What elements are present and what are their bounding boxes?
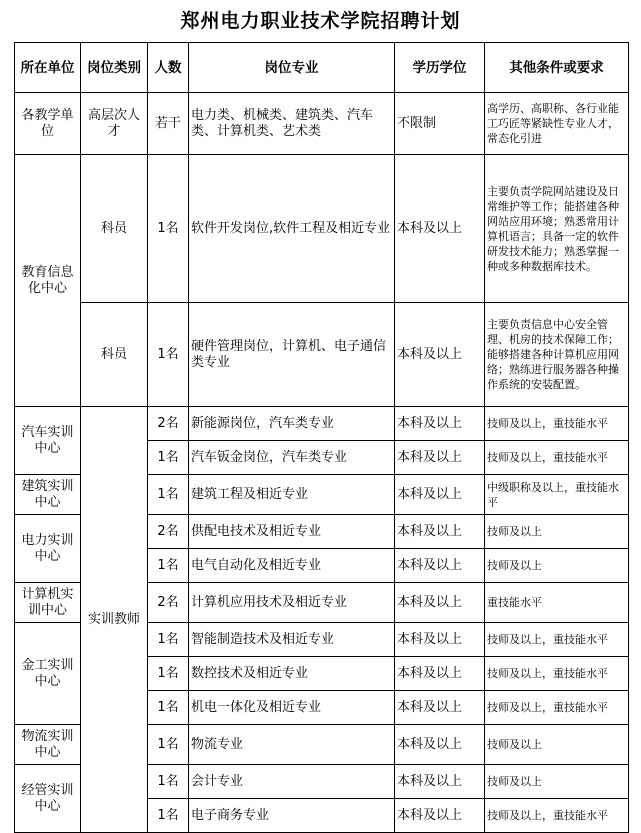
- cell-unit: 各教学单位: [15, 93, 81, 155]
- cell-category: 科员: [81, 303, 148, 407]
- cell-other: 技师及以上，重技能水平: [485, 407, 629, 441]
- cell-category: 科员: [81, 155, 148, 303]
- cell-other: 技师及以上: [485, 765, 629, 799]
- cell-other: 主要负责信息中心安全管理、机房的技术保障工作；能够搭建各种计算机应用网络；熟练进行服务器各种操作系统的安装配置。: [485, 303, 629, 407]
- cell-degree: 本科及以上: [395, 549, 485, 583]
- cell-unit: 经管实训中心: [15, 765, 81, 833]
- recruitment-table: [14, 42, 629, 833]
- cell-major: 电气自动化及相近专业: [189, 549, 395, 583]
- cell-major: 供配电技术及相近专业: [189, 515, 395, 549]
- cell-degree: 本科及以上: [395, 515, 485, 549]
- cell-other: 技师及以上: [485, 515, 629, 549]
- table-row: [15, 93, 629, 155]
- cell-unit: 计算机实训中心: [15, 583, 81, 623]
- cell-unit: 物流实训中心: [15, 725, 81, 765]
- cell-count: 1名: [148, 303, 189, 407]
- cell-major: 电力类、机械类、建筑类、汽车类、计算机类、艺术类: [189, 93, 395, 155]
- cell-major: 汽车钣金岗位，汽车类专业: [189, 441, 395, 475]
- table-row: [15, 303, 629, 407]
- cell-major: 智能制造技术及相近专业: [189, 623, 395, 657]
- cell-count: 1名: [148, 765, 189, 799]
- cell-degree: 本科及以上: [395, 407, 485, 441]
- cell-count: 1名: [148, 657, 189, 691]
- cell-count: 2名: [148, 583, 189, 623]
- cell-other: 技师及以上，重技能水平: [485, 691, 629, 725]
- cell-degree: 本科及以上: [395, 657, 485, 691]
- header-unit: 所在单位: [15, 43, 81, 93]
- cell-other: 技师及以上，重技能水平: [485, 799, 629, 833]
- cell-count: 1名: [148, 155, 189, 303]
- cell-other: 技师及以上: [485, 549, 629, 583]
- cell-category: 实训教师: [81, 407, 148, 833]
- cell-other: 高学历、高职称、各行业能工巧匠等紧缺性专业人才，常态化引进: [485, 93, 629, 155]
- cell-degree: 本科及以上: [395, 475, 485, 515]
- cell-major: 软件开发岗位,软件工程及相近专业: [189, 155, 395, 303]
- cell-other: 技师及以上，重技能水平: [485, 441, 629, 475]
- cell-other: 中级职称及以上，重技能水平: [485, 475, 629, 515]
- cell-major: 物流专业: [189, 725, 395, 765]
- cell-count: 2名: [148, 515, 189, 549]
- cell-degree: 本科及以上: [395, 725, 485, 765]
- cell-major: 数控技术及相近专业: [189, 657, 395, 691]
- cell-other: 技师及以上，重技能水平: [485, 623, 629, 657]
- cell-major: 会计专业: [189, 765, 395, 799]
- cell-major: 新能源岗位，汽车类专业: [189, 407, 395, 441]
- cell-degree: 本科及以上: [395, 799, 485, 833]
- cell-unit: 金工实训中心: [15, 623, 81, 725]
- cell-degree: 本科及以上: [395, 441, 485, 475]
- cell-unit: 电力实训中心: [15, 515, 81, 583]
- cell-other: 技师及以上: [485, 725, 629, 765]
- cell-count: 若干: [148, 93, 189, 155]
- cell-major: 电子商务专业: [189, 799, 395, 833]
- cell-degree: 本科及以上: [395, 583, 485, 623]
- table-row: [15, 407, 629, 441]
- header-category: 岗位类别: [81, 43, 148, 93]
- header-count: 人数: [148, 43, 189, 93]
- header-degree: 学历学位: [395, 43, 485, 93]
- cell-degree: 本科及以上: [395, 155, 485, 303]
- page-title: 郑州电力职业技术学院招聘计划: [180, 10, 461, 32]
- cell-count: 1名: [148, 799, 189, 833]
- table-row: [15, 155, 629, 303]
- cell-unit: 教育信息化中心: [15, 155, 81, 407]
- cell-major: 计算机应用技术及相近专业: [189, 583, 395, 623]
- cell-unit: 汽车实训中心: [15, 407, 81, 475]
- header-other: 其他条件或要求: [485, 43, 629, 93]
- cell-major: 建筑工程及相近专业: [189, 475, 395, 515]
- cell-count: 1名: [148, 725, 189, 765]
- cell-major: 硬件管理岗位，计算机、电子通信类专业: [189, 303, 395, 407]
- cell-degree: 本科及以上: [395, 623, 485, 657]
- table-header-row: [15, 43, 629, 93]
- cell-degree: 本科及以上: [395, 765, 485, 799]
- cell-category: 高层次人才: [81, 93, 148, 155]
- cell-other: 主要负责学院网站建设及日常维护等工作；能搭建各种网站应用环境；熟悉常用计算机语言；具备一定的软件研发技术能力；熟悉掌握一种或多种数据库技术。: [485, 155, 629, 303]
- cell-count: 1名: [148, 623, 189, 657]
- cell-degree: 不限制: [395, 93, 485, 155]
- cell-count: 1名: [148, 475, 189, 515]
- cell-degree: 本科及以上: [395, 303, 485, 407]
- cell-other: 重技能水平: [485, 583, 629, 623]
- header-major: 岗位专业: [189, 43, 395, 93]
- cell-count: 2名: [148, 407, 189, 441]
- cell-unit: 建筑实训中心: [15, 475, 81, 515]
- cell-degree: 本科及以上: [395, 691, 485, 725]
- cell-count: 1名: [148, 441, 189, 475]
- cell-count: 1名: [148, 549, 189, 583]
- cell-count: 1名: [148, 691, 189, 725]
- cell-other: 技师及以上，重技能水平: [485, 657, 629, 691]
- cell-major: 机电一体化及相近专业: [189, 691, 395, 725]
